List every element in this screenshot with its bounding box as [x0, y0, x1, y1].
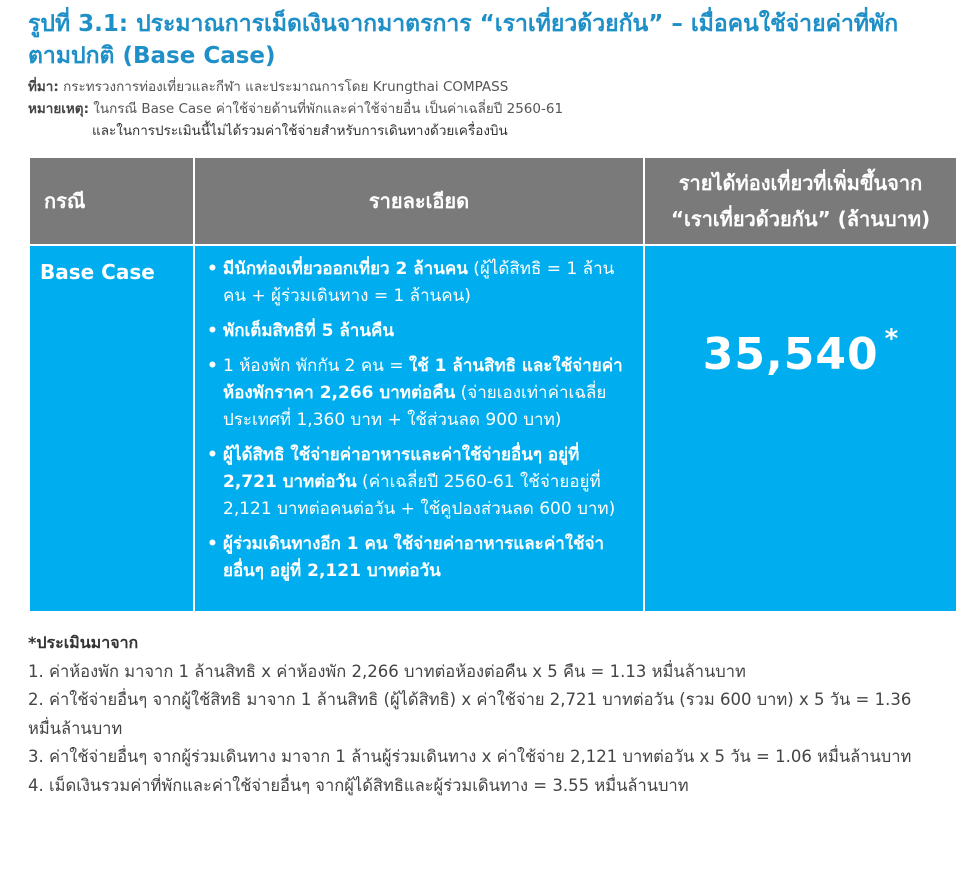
- header-details: รายละเอียด: [194, 157, 644, 245]
- list-item: [207, 531, 633, 585]
- income-value: 35,540: [702, 329, 879, 380]
- header-case: กรณี: [29, 157, 194, 245]
- table-row: [29, 245, 957, 612]
- footnote-item: 2. ค่าใช้จ่ายอื่นๆ จากผู้ใช้สิทธิ มาจาก 1 ล้านสิทธิ (ผู้ได้สิทธิ) x ค่าใช้จ่าย 2,721 บาทต่อวัน (รวม 600 บาท) x 5 วัน = 1.36 หมื่นล้านบาท: [28, 690, 912, 738]
- bullet-bold: ผู้ได้สิทธิ ใช้จ่ายค่าอาหารและค่าใช้จ่ายอื่นๆ อยู่ที่ 2,721 บาทต่อวัน: [223, 445, 580, 492]
- figure-title: รูปที่ 3.1: ประมาณการเม็ดเงินจากมาตรการ “เราเที่ยวด้วยกัน” – เมื่อคนใช้จ่ายค่าที่พักตามปกติ (Base Case): [28, 11, 899, 69]
- header-income-line-2: “เราเที่ยวด้วยกัน” (ล้านบาท): [670, 207, 931, 231]
- header-income: [644, 157, 957, 245]
- note-label: หมายเหตุ:: [28, 101, 89, 117]
- note-line-2: [28, 120, 935, 142]
- estimate-table: [28, 156, 958, 613]
- bullet-text: (จ่ายเองเท่าค่าเฉลี่ยประเทศที่ 1,360 บาท + ใช้ส่วนลด 900 บาท): [223, 383, 607, 430]
- list-item: [207, 256, 633, 310]
- bullet-text: 1 ห้องพัก พักกัน 2 คน =: [223, 356, 409, 376]
- footnote-item: 3. ค่าใช้จ่ายอื่นๆ จากผู้ร่วมเดินทาง มาจาก 1 ล้านผู้ร่วมเดินทาง x ค่าใช้จ่าย 2,121 บาทต่อวัน x 5 วัน = 1.06 หมื่นล้านบาท: [28, 747, 912, 766]
- details-cell: [194, 245, 644, 612]
- source-text: กระทรวงการท่องเที่ยวและกีฬา และประมาณการโดย Krungthai COMPASS: [58, 79, 509, 95]
- bullet-bold: มีนักท่องเที่ยวออกเที่ยว 2 ล้านคน: [223, 259, 468, 279]
- note-line: [28, 98, 935, 120]
- source-label: ที่มา:: [28, 79, 59, 95]
- value-cell: [644, 245, 957, 612]
- bullet-bold: พักเต็มสิทธิที่ 5 ล้านคืน: [223, 321, 394, 341]
- bullet-text: (ค่าเฉลี่ยปี 2560-61 ใช้จ่ายอยู่ที่ 2,121 บาทต่อคนต่อวัน + ใช้คูปองส่วนลด 600 บาท): [223, 472, 616, 519]
- note-text-2: และในการประเมินนี้ไม่ได้รวมค่าใช้จ่ายสำหรับการเดินทางด้วยเครื่องบิน: [92, 123, 508, 139]
- footnotes: [28, 629, 935, 800]
- footnote-item: 1. ค่าห้องพัก มาจาก 1 ล้านสิทธิ x ค่าห้องพัก 2,266 บาทต่อห้องต่อคืน x 5 คืน = 1.13 หมื่นล้านบาท: [28, 661, 746, 681]
- footnote-item: 4. เม็ดเงินรวมค่าที่พักและค่าใช้จ่ายอื่นๆ จากผู้ได้สิทธิและผู้ร่วมเดินทาง = 3.55 หมื่นล้านบาท: [28, 775, 689, 795]
- bullet-bold: ผู้ร่วมเดินทางอีก 1 คน ใช้จ่ายค่าอาหารและค่าใช้จ่ายอื่นๆ อยู่ที่ 2,121 บาทต่อวัน: [223, 534, 605, 581]
- header-income-line-1: รายได้ท่องเที่ยวที่เพิ่มขึ้นจาก: [678, 171, 923, 195]
- source-line: [28, 76, 935, 98]
- details-list: [207, 256, 633, 585]
- footnotes-title: *ประเมินมาจาก: [28, 633, 139, 652]
- bullet-text: (ผู้ได้สิทธิ = 1 ล้านคน + ผู้ร่วมเดินทาง = 1 ล้านคน): [223, 259, 615, 306]
- footnote-star: *: [884, 324, 899, 354]
- list-item: [207, 318, 633, 345]
- list-item: [207, 353, 633, 434]
- bullet-bold: ใช้ 1 ล้านสิทธิ และใช้จ่ายค่าห้องพักราคา 2,266 บาทต่อคืน: [223, 356, 623, 403]
- note-text: ในกรณี Base Case ค่าใช้จ่ายด้านที่พักและค่าใช้จ่ายอื่น เป็นค่าเฉลี่ยปี 2560-61: [88, 101, 564, 117]
- case-cell: Base Case: [29, 245, 194, 612]
- table-header-row: [29, 157, 957, 245]
- list-item: [207, 442, 633, 523]
